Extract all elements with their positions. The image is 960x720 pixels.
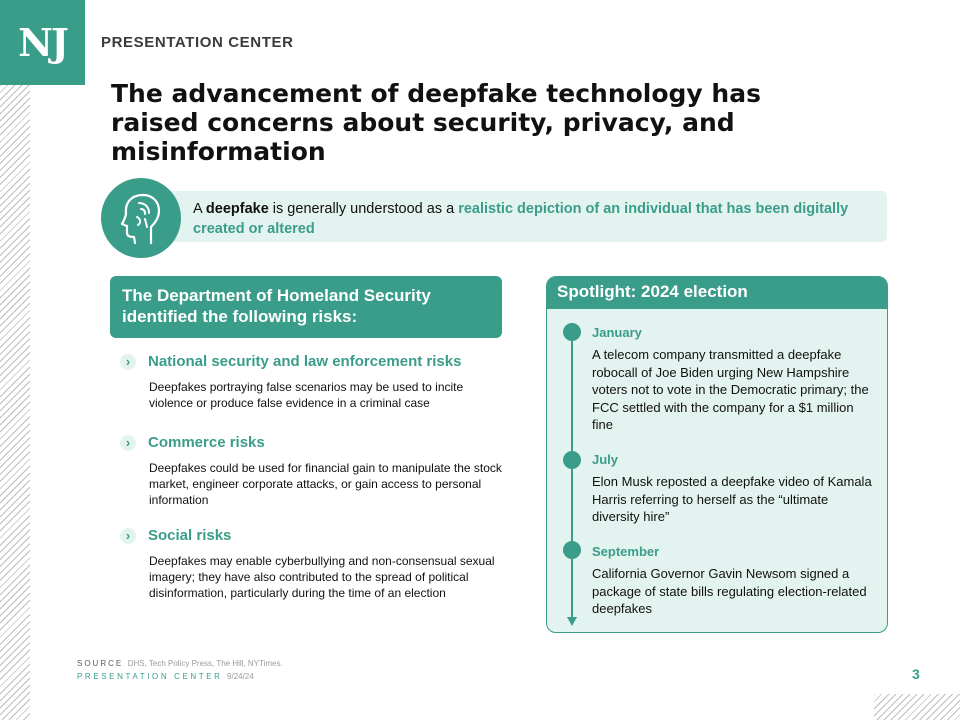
risk-description: Deepfakes could be used for financial gain to manipulate the stock market, engineer corporate attacks, or gain access to personal information (149, 461, 502, 507)
event-text: A telecom company transmitted a deepfake robocall of Joe Biden urging New Hampshire voters not to vote in the Democratic primary; the FCC settled with the company for a $1 million fine (592, 347, 869, 432)
source-label: SOURCE (77, 659, 124, 668)
head-profile-icon (101, 178, 181, 258)
brand-name: PRESENTATION CENTER (101, 34, 294, 51)
risk-description: Deepfakes portraying false scenarios may be used to incite violence or produce false evidence in a criminal case (149, 380, 464, 410)
event-text: Elon Musk reposted a deepfake video of Kamala Harris referring to herself as the “ultimate diversity hire” (592, 474, 872, 524)
chevron-right-icon: › (120, 354, 136, 370)
definition-prefix: A (193, 201, 206, 217)
source-text: DHS, Tech Policy Press, The Hill, NYTimes. (127, 659, 283, 668)
timeline-dot (563, 323, 581, 341)
page-number: 3 (912, 666, 920, 682)
nj-logo: NJ (0, 0, 85, 85)
definition-middle: is generally understood as a (268, 201, 459, 217)
definition-highlight: realistic depiction of an individual that has been digitally created or altered (193, 201, 849, 237)
risk-title: National security and law enforcement risks (148, 353, 462, 370)
risk-description: Deepfakes may enable cyberbullying and non-consensual sexual imagery; they have also contributed to the spread of political disinformation, particularly during the time of an election (149, 554, 495, 600)
dhs-heading: The Department of Homeland Security identified the following risks: (110, 276, 502, 338)
risk-item (120, 434, 509, 508)
chevron-right-icon: › (120, 435, 136, 451)
chevron-right-icon: › (120, 528, 136, 544)
definition-text (193, 199, 873, 239)
risk-title: Commerce risks (148, 434, 265, 451)
spotlight-panel (546, 276, 888, 633)
definition-keyword: deepfake (205, 201, 269, 217)
spotlight-heading: Spotlight: 2024 election (547, 277, 887, 309)
page-title: The advancement of deepfake technology has raised concerns about security, privacy, and misinformation (111, 79, 761, 166)
source-line (77, 659, 283, 668)
decorative-stripes-bottom-right (874, 694, 960, 720)
event-month: July (592, 452, 619, 467)
footer-date: 9/24/24 (227, 672, 254, 681)
footer-line (77, 672, 254, 681)
timeline-dot (563, 541, 581, 559)
decorative-stripes-left (0, 85, 30, 720)
event-month: September (592, 544, 660, 559)
presentation-center-label: PRESENTATION CENTER (77, 672, 223, 681)
event-month: January (592, 325, 642, 340)
timeline-arrow-icon (567, 617, 577, 626)
timeline-line (571, 333, 573, 621)
risk-item (120, 353, 509, 411)
risk-item (120, 527, 504, 601)
risk-title: Social risks (148, 527, 232, 544)
event-text: California Governor Gavin Newsom signed a package of state bills regulating election-related deepfakes (592, 566, 867, 616)
timeline-dot (563, 451, 581, 469)
